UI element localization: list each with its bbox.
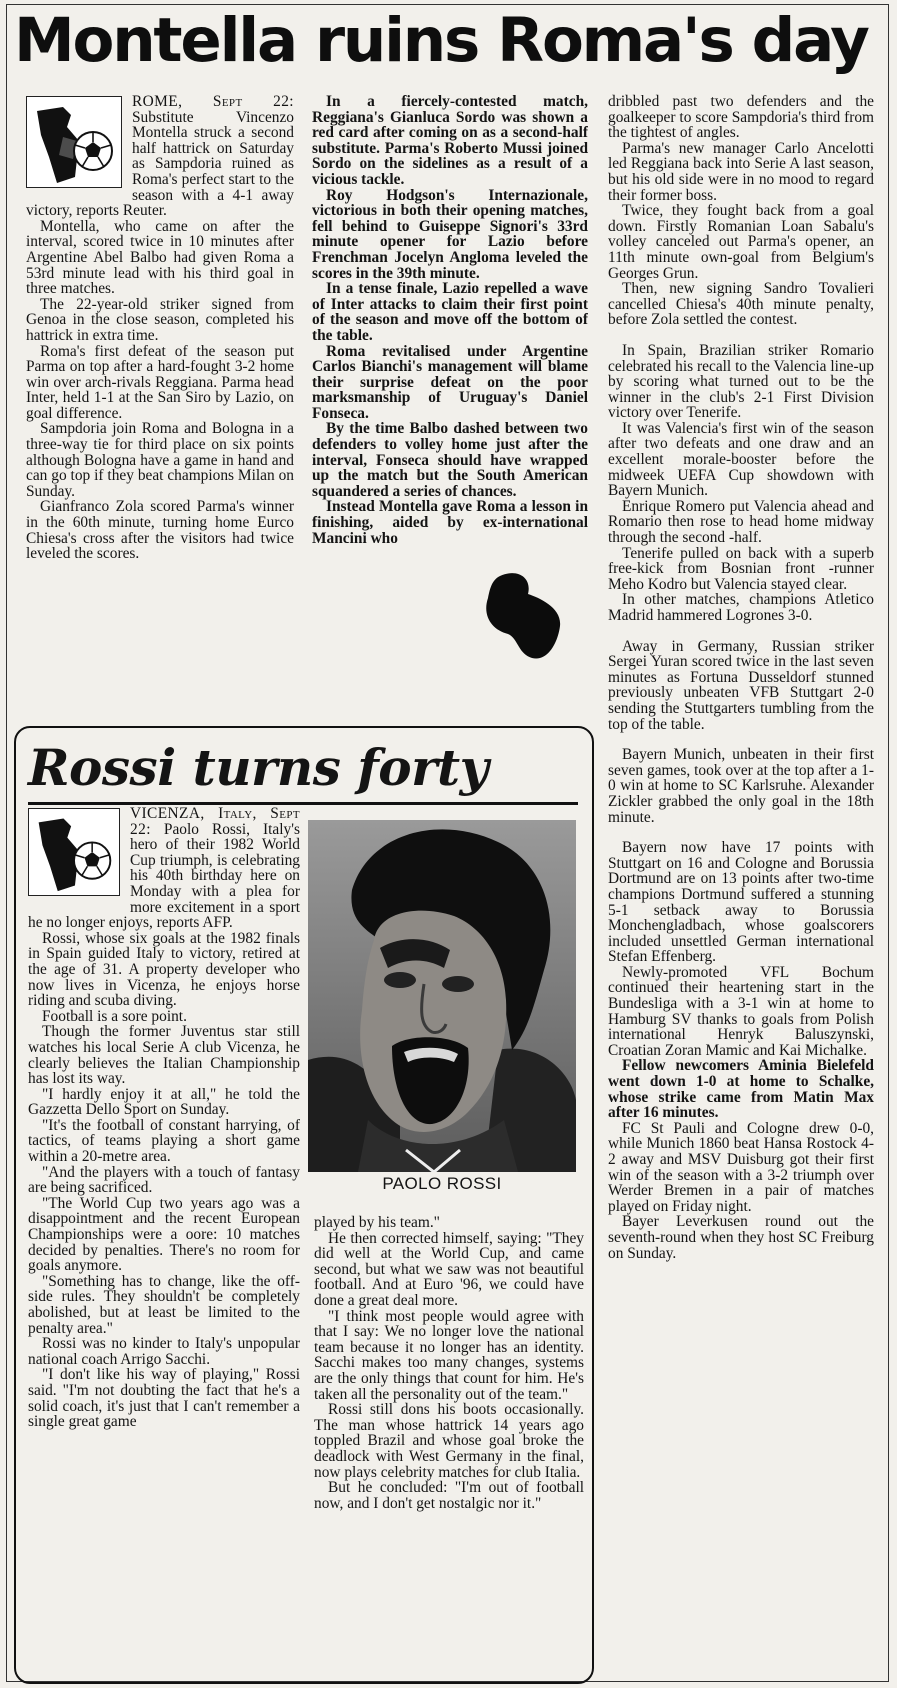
ink-smudge-icon <box>478 568 568 664</box>
paragraph: Roma revitalised under Argentine Carlos Bianchi's management will blame their surprise defeat on the poor marksmanship of Uruguay's Daniel Fonseca. <box>312 342 588 422</box>
paragraph: ROME, Sept 22: Substitute Vincenzo Montella struck a second half hattrick on Saturday as Sampdoria ruined as Roma's perfect start to the season with a 4-1 away victory, reports Reuter. <box>26 94 294 220</box>
paragraph: dribbled past two defenders and the goalkeeper to score Sampdoria's third from the tightest of angles. <box>608 94 874 142</box>
paragraph: Rossi was no kinder to Italy's unpopular national coach Arrigo Sacchi. <box>28 1335 300 1368</box>
paragraph: "I hardly enjoy it at all," he told the Gazzetta Dello Sport on Sunday. <box>28 1085 300 1119</box>
paragraph: The 22-year-old striker signed from Genoa in the close season, completed his hattrick in extra time. <box>26 295 294 344</box>
paragraph: Gianfranco Zola scored Parma's winner in the 60th minute, turning home Eurco Chiesa's cross after the visitors had twice leveled the scores. <box>26 498 294 563</box>
paragraph: Enrique Romero put Valencia ahead and Romario then rose to head home midway through the second -half. <box>608 497 874 547</box>
paragraph: "It's the football of constant harrying, of tactics, of teams playing a short game within a 20-metre area. <box>28 1116 300 1166</box>
paragraph: VICENZA, Italy, Sept 22: Paolo Rossi, Italy's hero of their 1982 World Cup triumph, is celebrating his 40th birthday here on Monday with a plea for more excitement in a sport he no longer enjoys, reports AFP. <box>28 806 300 932</box>
paragraph: Roma's first defeat of the season put Parma on top after a hard-fought 3-2 home win over arch-rivals Reggiana. Parma head Inter, held 1-1 at the San Siro by Lazio, on goal difference. <box>26 342 294 422</box>
paragraph: Bayern Munich, unbeaten in their first seven games, took over at the top after a 1-0 win at home to SC Karlsruhe. Alexander Zickler grabbed the only goal in the 18th minute. <box>608 746 874 826</box>
paragraph: It was Valencia's first win of the season after two defeats and one draw and an excellent morale-booster before the midweek UEFA Cup showdown with Bayern Munich. <box>608 419 874 500</box>
paragraph: Bayer Leverkusen round out the seventh-round when they host SC Freiburg on Sunday. <box>608 1213 874 1262</box>
paragraph: In a fiercely-contested match, Reggiana's Gianluca Sordo was shown a red card after coming on as a second-half substitute. Parma's Roberto Mussi joined Sordo on the sidelines as a result of a vicious tackle. <box>312 94 588 188</box>
paragraph: "The World Cup two years ago was a disappointment and the recent European Championships were a oore: 10 matches decided by penalties. There's no room for goals anymore. <box>28 1194 300 1275</box>
paragraph: Newly-promoted VFL Bochum continued their heartening start in the Bundesliga with a 3-1 win at home to Hamburg SV thanks to goals from Polish international Henryk Baluszynski, Croatian Zoran Mamic and Kai Michalke. <box>608 963 874 1059</box>
paragraph: Fellow newcomers Aminia Bielefeld went down 1-0 at home to Schalke, whose strike came from Matin Max after 16 minutes. <box>608 1057 874 1122</box>
paragraph: Bayern now have 17 points with Stuttgart on 16 and Cologne and Borussia Dortmund are on 13 points after two-time champions Dortmund suffered a stunning 5-1 setback away to Borussia Monchengladbach, whose goalscorers included unsettled German international Stefan Effenberg. <box>608 839 874 966</box>
paragraph: Football is a sore point. <box>42 1007 187 1025</box>
paragraph: In a tense finale, Lazio repelled a wave of Inter attacks to claim their first point of the season and move off the bottom of the table. <box>312 280 588 344</box>
montella-column-1 <box>26 94 294 720</box>
photo-caption: PAOLO ROSSI <box>382 1174 502 1193</box>
paragraph: Though the former Juventus star still watches his local Serie A club Vicenza, he clearly believes the Italian Championship has lost its way. <box>28 1023 300 1088</box>
rossi-column-2 <box>314 1215 584 1675</box>
headline-rossi: Rossi turns forty <box>28 738 489 797</box>
paragraph: "I don't like his way of playing," Rossi said. "I'm not doubting the fact that he's a solid coach, it's just that I can't remember a single great game <box>28 1366 300 1431</box>
paragraph: Twice, they fought back from a goal down. Firstly Romanian Loan Sabalu's volley canceled out Parma's opener, an 11th minute own-goal from Belgium's Georges Grun. <box>608 202 874 282</box>
headline-montella: Montella ruins Roma's day <box>14 5 868 76</box>
paragraph: Rossi still dons his boots occasionally. The man whose hattrick 14 years ago toppled Brazil and whose goal broke the deadlock with West Germany in the final, now plays celebrity matches for club Italia. <box>314 1401 584 1481</box>
paragraph: Rossi, whose six goals at the 1982 finals in Spain guided Italy to victory, retired at the age of 31. A property developer who now lives in Vicenza, he enjoys horse riding and scuba diving. <box>28 929 300 1010</box>
paragraph: Instead Montella gave Roma a lesson in finishing, aided by ex-international Mancini who <box>312 498 588 547</box>
paragraph: He then corrected himself, saying: "They did well at the World Cup, and came second, but what we saw was not beautiful football. And at Euro '96, we could have done a great deal more. <box>314 1229 584 1309</box>
paragraph: "I think most people would agree with that I say: We no longer love the national team because it no longer has an identity. Sacchi makes too many changes, systems are the only things that count for him. He's taken all the personality out of the team." <box>314 1307 584 1403</box>
paragraph: Roy Hodgson's Internazionale, victorious in both their opening matches, fell behind to Guiseppe Signori's 33rd minute opener for Lazio before Frenchman Jocelyn Angloma leveled the scores in the 39th minute. <box>312 186 588 282</box>
football-logo-icon <box>26 96 122 188</box>
paragraph: played by his team." <box>314 1215 440 1231</box>
rossi-column-1 <box>28 806 300 1676</box>
paragraph: Then, new signing Sandro Tovalieri cancelled Chiesa's 40th minute penalty, before Zola settled the contest. <box>608 280 874 329</box>
divider <box>28 802 578 805</box>
paragraph: By the time Balbo dashed between two defenders to volley home just after the interval, Fonseca should have wrapped up the match but the South American squandered a series of chances. <box>312 420 588 500</box>
paragraph: "And the players with a touch of fantasy are being sacrificed. <box>28 1163 300 1197</box>
paragraph: Away in Germany, Russian striker Sergei Yuran scored twice in the last seven minutes as Fortuna Dusseldorf stunned previously unbeaten VFB Stuttgart 2-0 sending the Stuttgarters tumbling from the top of the table. <box>608 637 874 733</box>
paragraph: Parma's new manager Carlo Ancelotti led Reggiana back into Serie A last season, but his old side were in no mood to regard their former boss. <box>608 139 874 204</box>
football-logo-icon <box>28 808 120 896</box>
paragraph: "Something has to change, like the off-side rules. They shouldn't be completely abolished, but at least be limited to the penalty area." <box>28 1272 300 1337</box>
paragraph: Tenerife pulled on back with a superb free-kick from Bosnian front -runner Meho Kodro but Valencia stayed clear. <box>608 544 874 593</box>
paragraph: FC St Pauli and Cologne drew 0-0, while Munich 1860 beat Hansa Rostock 4-2 away and MSV Duisburg got their first win of the season with a 3-2 triumph over Werder Bremen in a pair of matches played on Friday night. <box>608 1119 874 1215</box>
montella-column-3 <box>608 94 874 1682</box>
paragraph: Sampdoria join Roma and Bologna in a three-way tie for third place on six points although Bologna have a game in hand and can go top if they beat champions Milan on Sunday. <box>26 420 294 500</box>
paragraph: In other matches, champions Atletico Madrid hammered Logrones 3-0. <box>608 591 874 624</box>
paolo-rossi-photo <box>308 820 576 1172</box>
paragraph: Montella, who came on after the interval, scored twice in 10 minutes after Argentine Abel Balbo had given Roma a 53rd minute lead with his third goal in three matches. <box>26 217 294 298</box>
paragraph: But he concluded: "I'm out of football now, and I don't get nostalgic nor it." <box>314 1479 584 1512</box>
paolo-rossi-portrait <box>308 820 576 1172</box>
paragraph: In Spain, Brazilian striker Romario celebrated his recall to the Valencia line-up by scoring what turned out to be the winner in the club's 2-1 First Division victory over Tenerife. <box>608 341 874 422</box>
